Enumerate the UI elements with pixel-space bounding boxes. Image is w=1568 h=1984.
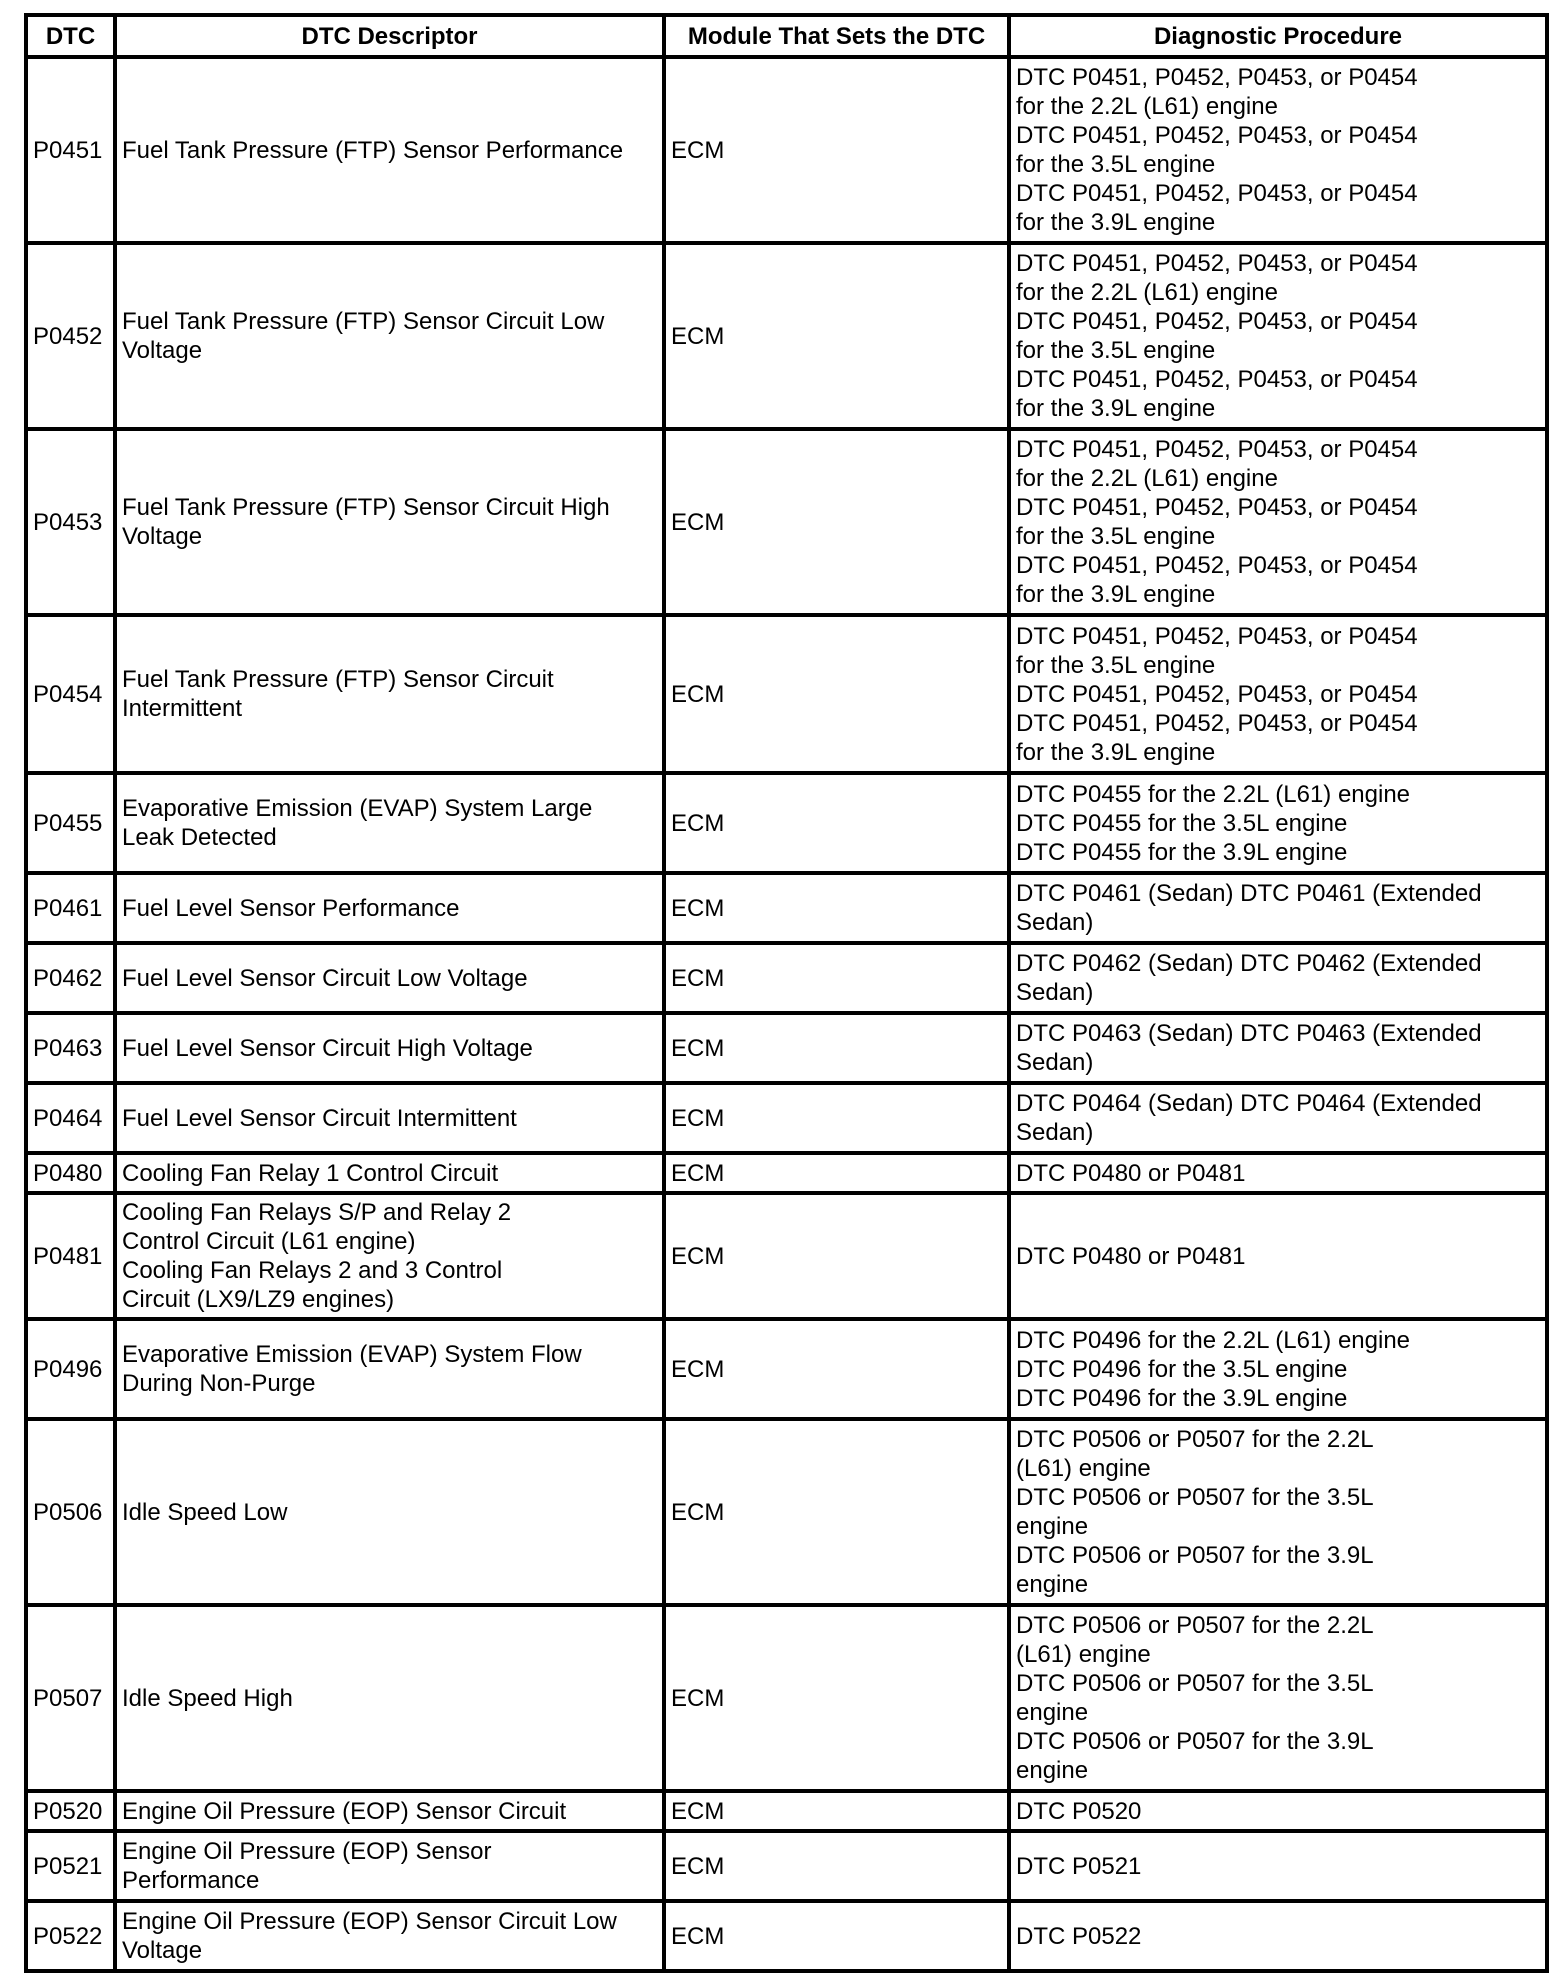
dtc-descriptor [115,1605,664,1791]
descriptor-line: Fuel Level Sensor Circuit Low Voltage [122,964,528,992]
table-row [26,1193,1547,1319]
dtc-descriptor [115,615,664,773]
dtc-descriptor [115,243,664,429]
procedure-link[interactable]: DTC P0451, P0452, P0453, or P0454 [1016,250,1418,277]
header-procedure: Diagnostic Procedure [1009,15,1547,57]
diagnostic-procedure [1009,1083,1547,1153]
dtc-descriptor [115,873,664,943]
procedure-link[interactable]: Sedan) [1016,1119,1094,1146]
diagnostic-procedure [1009,1319,1547,1419]
descriptor-line: Voltage [122,337,203,364]
procedure-link[interactable]: DTC P0451, P0452, P0453, or P0454 [1016,494,1418,521]
table-row [26,243,1547,429]
procedure-link[interactable]: DTC P0455 for the 3.9L engine [1016,838,1348,866]
dtc-code: P0506 [26,1419,115,1605]
dtc-code: P0462 [26,943,115,1013]
procedure-link[interactable]: DTC P0480 or P0481 [1016,1159,1246,1187]
descriptor-line: During Non-Purge [122,1370,316,1397]
dtc-descriptor [115,1419,664,1605]
diagnostic-procedure [1009,1013,1547,1083]
procedure-link[interactable]: Sedan) [1016,1049,1094,1076]
descriptor-line: Leak Detected [122,824,277,851]
procedure-link[interactable]: for the 3.9L engine [1016,738,1216,766]
diagnostic-procedure [1009,1153,1547,1193]
diagnostic-procedure [1009,429,1547,615]
module-cell: ECM [664,57,1009,243]
table-row [26,773,1547,873]
descriptor-line: Voltage [122,523,203,550]
descriptor-line: Fuel Level Sensor Performance [122,894,460,922]
table-row [26,1901,1547,1971]
procedure-link[interactable]: for the 3.9L engine [1016,395,1216,422]
procedure-link[interactable]: DTC P0451, P0452, P0453, or P0454 [1016,552,1418,579]
dtc-descriptor [115,1083,664,1153]
dtc-descriptor [115,1831,664,1901]
diagnostic-procedure [1009,1901,1547,1971]
descriptor-line: Control Circuit (L61 engine) [122,1228,416,1255]
procedure-link[interactable]: DTC P0480 or P0481 [1016,1242,1246,1270]
procedure-link[interactable]: DTC P0506 or P0507 for the 3.5L [1016,1670,1374,1697]
module-cell: ECM [664,1791,1009,1831]
module-cell: ECM [664,243,1009,429]
module-cell: ECM [664,615,1009,773]
dtc-descriptor [115,1153,664,1193]
module-cell: ECM [664,429,1009,615]
procedure-link[interactable]: DTC P0522 [1016,1922,1142,1950]
procedure-link[interactable]: (L61) engine [1016,1641,1151,1668]
module-cell: ECM [664,1153,1009,1193]
diagnostic-procedure [1009,1605,1547,1791]
module-cell: ECM [664,1901,1009,1971]
procedure-link[interactable]: for the 2.2L (L61) engine [1016,465,1278,492]
descriptor-line: Fuel Tank Pressure (FTP) Sensor Circuit High [122,494,610,521]
descriptor-line: Idle Speed High [122,1684,293,1712]
procedure-link[interactable]: for the 3.5L engine [1016,651,1216,679]
dtc-code: P0522 [26,1901,115,1971]
procedure-link[interactable]: Sedan) [1016,909,1094,936]
procedure-link[interactable]: Sedan) [1016,979,1094,1006]
procedure-link[interactable]: (L61) engine [1016,1455,1151,1482]
header-module: Module That Sets the DTC [664,15,1009,57]
table-row [26,1319,1547,1419]
table-body [26,57,1547,1971]
diagnostic-procedure [1009,1193,1547,1319]
dtc-code: P0464 [26,1083,115,1153]
procedure-link[interactable]: DTC P0451, P0452, P0453, or P0454 [1016,366,1418,393]
dtc-code: P0451 [26,57,115,243]
dtc-code: P0463 [26,1013,115,1083]
procedure-link[interactable]: DTC P0506 or P0507 for the 2.2L [1016,1612,1374,1639]
procedure-link[interactable]: for the 3.9L engine [1016,209,1216,236]
module-cell: ECM [664,943,1009,1013]
dtc-descriptor [115,1901,664,1971]
dtc-descriptor [115,773,664,873]
diagnostic-procedure [1009,243,1547,429]
table-row [26,1605,1547,1791]
dtc-descriptor [115,429,664,615]
table-row [26,429,1547,615]
table-row [26,1013,1547,1083]
dtc-code: P0521 [26,1831,115,1901]
procedure-link[interactable]: DTC P0451, P0452, P0453, or P0454 [1016,622,1418,650]
dtc-code: P0453 [26,429,115,615]
dtc-descriptor [115,943,664,1013]
procedure-link[interactable]: DTC P0455 for the 3.5L engine [1016,809,1348,837]
dtc-code: P0520 [26,1791,115,1831]
descriptor-line: Engine Oil Pressure (EOP) Sensor [122,1838,492,1865]
procedure-link[interactable]: DTC P0455 for the 2.2L (L61) engine [1016,780,1411,808]
dtc-descriptor [115,1791,664,1831]
procedure-link[interactable]: for the 3.5L engine [1016,337,1216,364]
descriptor-line: Engine Oil Pressure (EOP) Sensor Circuit Low [122,1908,617,1935]
header-dtc: DTC [26,15,115,57]
procedure-link[interactable]: DTC P0451, P0452, P0453, or P0454 [1016,64,1418,91]
procedure-link[interactable]: DTC P0451, P0452, P0453, or P0454 [1016,436,1418,463]
descriptor-line: Performance [122,1867,260,1894]
diagnostic-procedure [1009,1831,1547,1901]
procedure-link[interactable]: DTC P0451, P0452, P0453, or P0454 [1016,680,1418,708]
descriptor-line: Evaporative Emission (EVAP) System Flow [122,1341,582,1368]
procedure-link[interactable]: DTC P0464 (Sedan) DTC P0464 (Extended [1016,1090,1482,1117]
diagnostic-procedure [1009,1419,1547,1605]
dtc-descriptor [115,57,664,243]
procedure-link[interactable]: DTC P0451, P0452, P0453, or P0454 [1016,122,1418,149]
diagnostic-procedure [1009,615,1547,773]
procedure-link[interactable]: engine [1016,1699,1089,1726]
module-cell: ECM [664,1419,1009,1605]
procedure-link[interactable]: engine [1016,1571,1089,1598]
descriptor-line: Fuel Tank Pressure (FTP) Sensor Circuit Low [122,308,605,335]
procedure-link[interactable]: DTC P0506 or P0507 for the 3.5L [1016,1484,1374,1511]
procedure-link[interactable]: DTC P0462 (Sedan) DTC P0462 (Extended [1016,950,1482,977]
module-cell: ECM [664,1193,1009,1319]
descriptor-line: Fuel Level Sensor Circuit High Voltage [122,1034,533,1062]
procedure-link[interactable]: for the 3.5L engine [1016,523,1216,550]
procedure-link[interactable]: DTC P0496 for the 2.2L (L61) engine [1016,1326,1411,1354]
table-row [26,943,1547,1013]
procedure-link[interactable]: DTC P0451, P0452, P0453, or P0454 [1016,180,1418,207]
table-row [26,615,1547,773]
dtc-code: P0452 [26,243,115,429]
descriptor-line: Fuel Level Sensor Circuit Intermittent [122,1104,517,1132]
procedure-link[interactable]: DTC P0521 [1016,1852,1142,1880]
descriptor-line: Fuel Tank Pressure (FTP) Sensor Performance [122,136,624,164]
table-row [26,873,1547,943]
header-row [26,15,1547,57]
descriptor-line: Voltage [122,1937,203,1964]
descriptor-line: Circuit (LX9/LZ9 engines) [122,1286,395,1313]
dtc-descriptor [115,1013,664,1083]
module-cell: ECM [664,1083,1009,1153]
procedure-link[interactable]: DTC P0463 (Sedan) DTC P0463 (Extended [1016,1020,1482,1047]
module-cell: ECM [664,1013,1009,1083]
module-cell: ECM [664,1319,1009,1419]
procedure-link[interactable]: DTC P0496 for the 3.5L engine [1016,1355,1348,1383]
procedure-link[interactable]: DTC P0451, P0452, P0453, or P0454 [1016,709,1418,737]
dtc-code: P0507 [26,1605,115,1791]
diagnostic-procedure [1009,57,1547,243]
descriptor-line: Evaporative Emission (EVAP) System Large [122,795,593,822]
header-descriptor: DTC Descriptor [115,15,664,57]
diagnostic-procedure [1009,1791,1547,1831]
descriptor-line: Cooling Fan Relay 1 Control Circuit [122,1159,499,1187]
procedure-link[interactable]: engine [1016,1513,1089,1540]
dtc-code: P0496 [26,1319,115,1419]
table-row [26,1083,1547,1153]
dtc-table [24,13,1549,1973]
module-cell: ECM [664,1831,1009,1901]
procedure-link[interactable]: DTC P0506 or P0507 for the 2.2L [1016,1426,1374,1453]
descriptor-line: Intermittent [122,695,243,722]
table-row [26,1831,1547,1901]
dtc-descriptor [115,1193,664,1319]
procedure-link[interactable]: DTC P0520 [1016,1797,1142,1825]
dtc-code: P0454 [26,615,115,773]
procedure-link[interactable]: DTC P0461 (Sedan) DTC P0461 (Extended [1016,880,1482,907]
table-row [26,1791,1547,1831]
procedure-link[interactable]: DTC P0506 or P0507 for the 3.9L [1016,1728,1374,1755]
dtc-code: P0461 [26,873,115,943]
diagnostic-procedure [1009,873,1547,943]
dtc-code: P0455 [26,773,115,873]
module-cell: ECM [664,873,1009,943]
descriptor-line: Idle Speed Low [122,1498,288,1526]
descriptor-line: Engine Oil Pressure (EOP) Sensor Circuit [122,1797,567,1825]
module-cell: ECM [664,1605,1009,1791]
table-row [26,1153,1547,1193]
procedure-link[interactable]: engine [1016,1757,1089,1784]
diagnostic-procedure [1009,773,1547,873]
table-row [26,1419,1547,1605]
procedure-link[interactable]: DTC P0451, P0452, P0453, or P0454 [1016,308,1418,335]
procedure-link[interactable]: DTC P0496 for the 3.9L engine [1016,1384,1348,1412]
procedure-link[interactable]: for the 2.2L (L61) engine [1016,93,1278,120]
procedure-link[interactable]: for the 3.5L engine [1016,151,1216,178]
table-row [26,57,1547,243]
procedure-link[interactable]: DTC P0506 or P0507 for the 3.9L [1016,1542,1374,1569]
dtc-descriptor [115,1319,664,1419]
dtc-code: P0480 [26,1153,115,1193]
dtc-code: P0481 [26,1193,115,1319]
descriptor-line: Cooling Fan Relays 2 and 3 Control [122,1257,503,1284]
diagnostic-procedure [1009,943,1547,1013]
procedure-link[interactable]: for the 3.9L engine [1016,581,1216,608]
descriptor-line: Fuel Tank Pressure (FTP) Sensor Circuit [122,666,554,693]
module-cell: ECM [664,773,1009,873]
procedure-link[interactable]: for the 2.2L (L61) engine [1016,279,1278,306]
descriptor-line: Cooling Fan Relays S/P and Relay 2 [122,1199,512,1226]
